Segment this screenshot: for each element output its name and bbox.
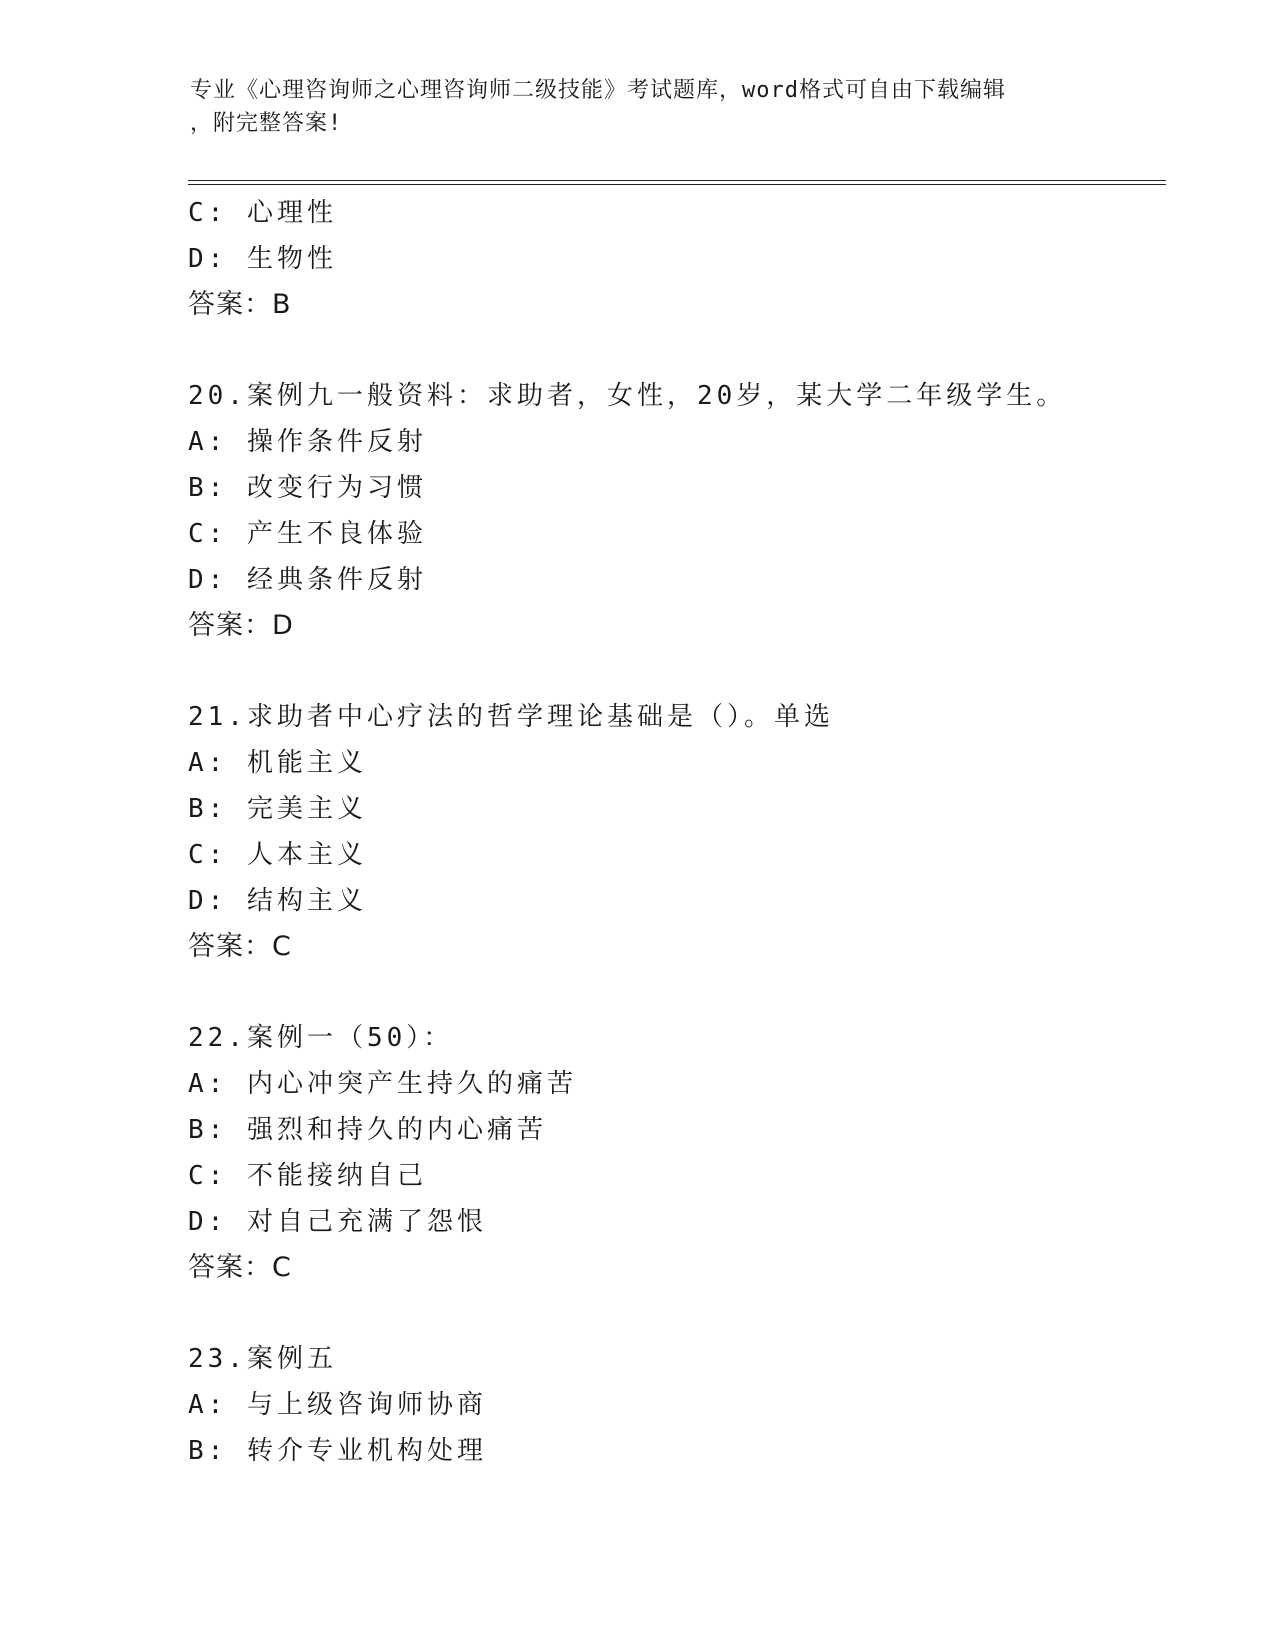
option-a: A: 操作条件反射 [188,427,427,457]
question-23 [188,1336,1168,1474]
question-text: 21.求助者中心疗法的哲学理论基础是（）。单选 [188,702,834,732]
option-c: C: 人本主义 [188,840,367,870]
option-b: B: 转介专业机构处理 [188,1436,487,1466]
question-text: 23.案例五 [188,1344,337,1374]
document-header [190,74,1090,140]
question-text: 22.案例一（50）： [188,1023,454,1053]
answer: 答案：C [188,1252,292,1283]
header-title-line2: ，附完整答案! [190,111,343,136]
option-a: A: 内心冲突产生持久的痛苦 [188,1069,577,1099]
option-b: B: 改变行为习惯 [188,473,427,503]
header-divider-bottom [188,184,1166,185]
answer: 答案：C [188,931,292,962]
question-text: 20.案例九一般资料：求助者，女性，20岁，某大学二年级学生。 [188,381,1067,411]
question-20 [188,373,1168,649]
option-c: C: 产生不良体验 [188,519,427,549]
option-a: A: 与上级咨询师协商 [188,1390,487,1420]
option-d: D: 经典条件反射 [188,565,427,595]
option-d: D: 生物性 [188,244,337,274]
answer: 答案：D [188,610,294,641]
option-a: A: 机能主义 [188,748,367,778]
option-c: C: 心理性 [188,198,337,228]
answer: 答案：B [188,289,292,320]
option-b: B: 强烈和持久的内心痛苦 [188,1115,547,1145]
option-c: C: 不能接纳自己 [188,1161,427,1191]
option-d: D: 结构主义 [188,886,367,916]
question-22 [188,1015,1168,1291]
question-19 [188,190,1168,328]
question-21 [188,694,1168,970]
header-divider-top [188,180,1166,181]
option-b: B: 完美主义 [188,794,367,824]
header-title-line1: 专业《心理咨询师之心理咨询师二级技能》考试题库，word格式可自由下载编辑 [190,78,1006,103]
option-d: D: 对自己充满了怨恨 [188,1207,487,1237]
question-list [188,190,1168,1474]
